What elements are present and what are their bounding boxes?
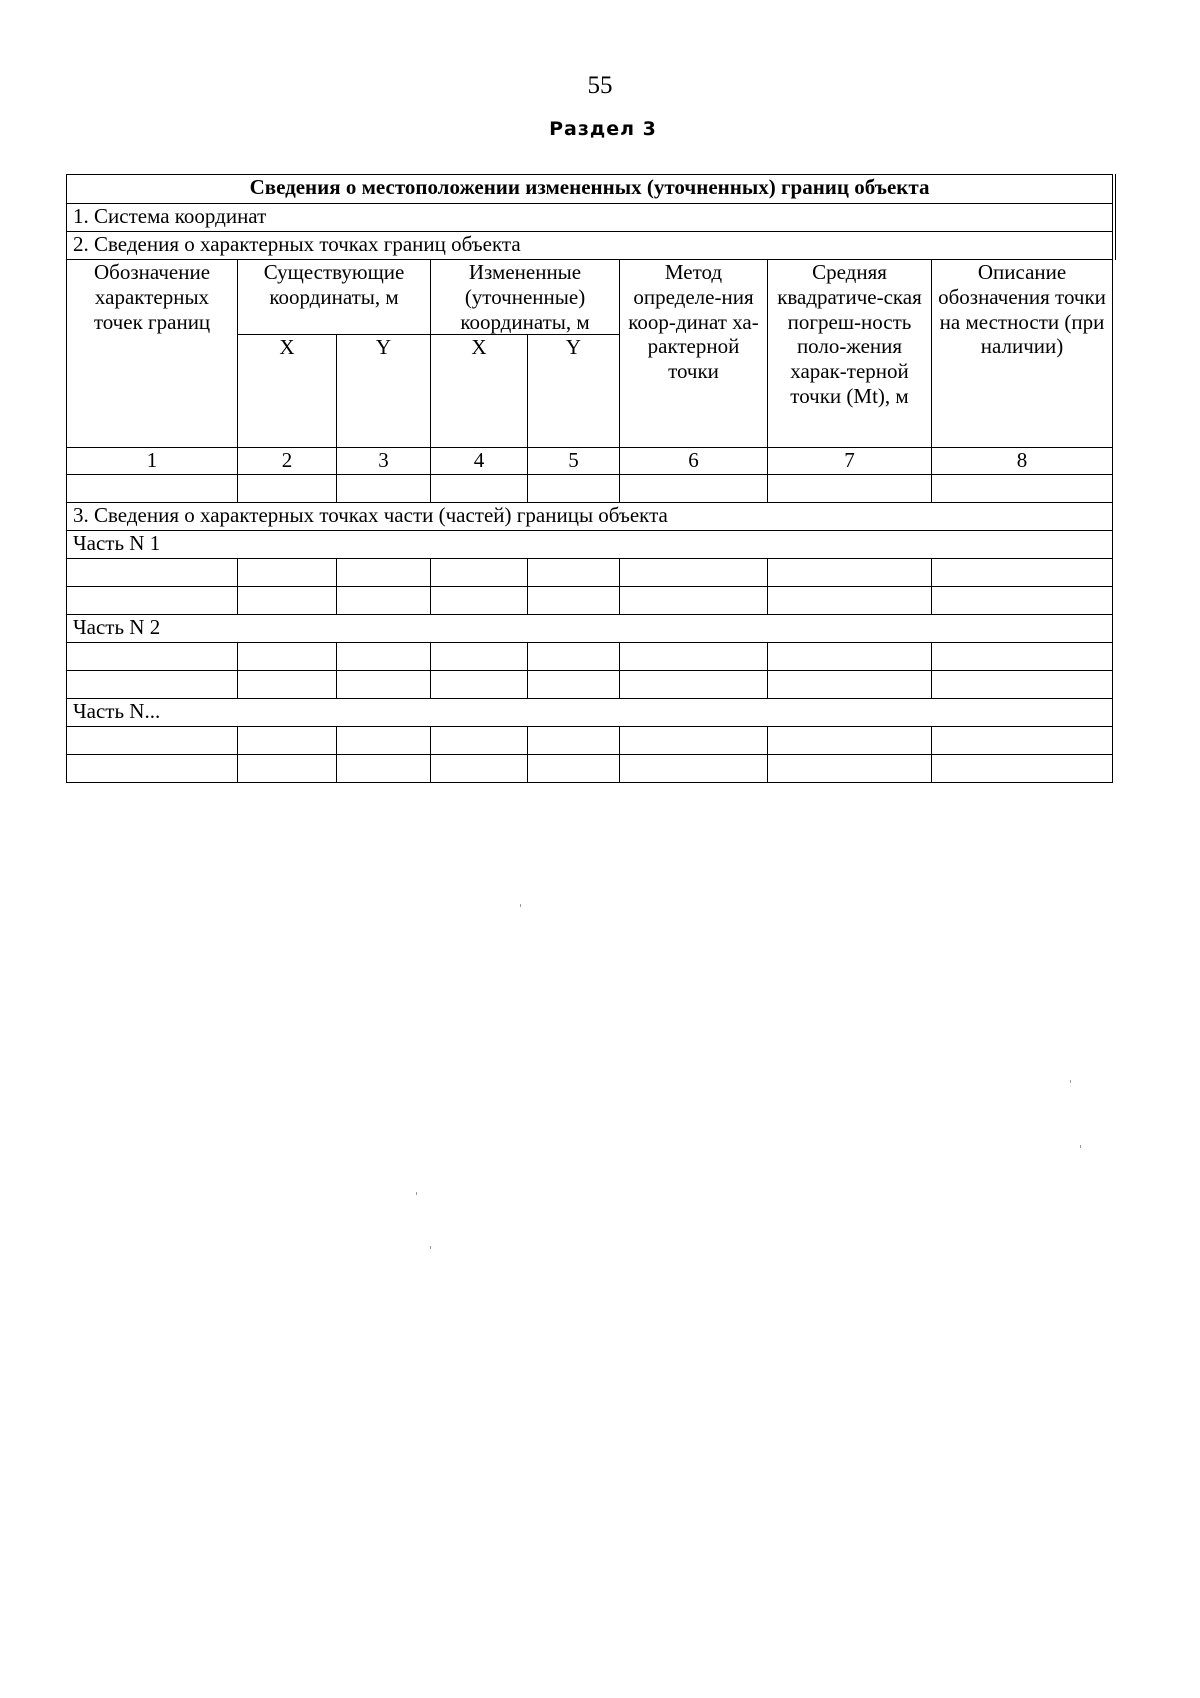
table-cell (620, 587, 768, 615)
header-method: Метод определе-ния коор-динат ха-рактерной точки (620, 260, 768, 448)
header-point-description: Описание обозначения точки на местности (при наличии) (932, 260, 1113, 448)
table-cell (431, 643, 528, 671)
table-cell (768, 587, 932, 615)
column-numbers-row (67, 448, 1113, 475)
table-cell (528, 727, 620, 755)
table-cell (67, 559, 238, 587)
header-point-designation: Обозначение характерных точек границ (67, 260, 238, 448)
table-cell (932, 559, 1113, 587)
header-changed-y: Y (528, 335, 620, 448)
table-cell (932, 643, 1113, 671)
table-cell (337, 671, 431, 699)
table-cell (238, 643, 337, 671)
table-cell (431, 559, 528, 587)
table-cell (620, 755, 768, 783)
table-cell (932, 755, 1113, 783)
table-cell (67, 755, 238, 783)
header-mean-square-error: Средняя квадратиче-ская погреш-ность поло-жения харак-терной точки (Mt), м (768, 260, 932, 448)
scan-speck (1070, 1080, 1071, 1083)
table-cell (431, 475, 528, 503)
table-cell (67, 727, 238, 755)
table-cell (768, 727, 932, 755)
table-cell (67, 643, 238, 671)
table-cell (67, 671, 238, 699)
table-cell (620, 475, 768, 503)
table-row (67, 727, 1113, 755)
part-label: Часть N... (67, 699, 1113, 727)
table-cell (768, 559, 932, 587)
column-number: 1 (67, 448, 238, 475)
column-number: 3 (337, 448, 431, 475)
column-number: 8 (932, 448, 1113, 475)
scan-speck (416, 1192, 417, 1195)
scan-speck (520, 904, 521, 907)
boundary-table-wrapper (66, 174, 1112, 783)
table-cell (238, 475, 337, 503)
table-cell (337, 727, 431, 755)
table-cell (238, 755, 337, 783)
table-cell (768, 755, 932, 783)
table-cell (620, 559, 768, 587)
boundary-points-row: 2. Сведения о характерных точках границ объекта (67, 232, 1113, 260)
table-cell (238, 559, 337, 587)
table-cell (431, 587, 528, 615)
coordinate-system-row: 1. Система координат (67, 204, 1113, 232)
table-cell (238, 587, 337, 615)
scan-speck (1080, 1145, 1081, 1148)
column-number: 4 (431, 448, 528, 475)
table-cell (932, 587, 1113, 615)
table-cell (337, 755, 431, 783)
table-cell (528, 643, 620, 671)
table-cell (528, 755, 620, 783)
table-cell (337, 643, 431, 671)
header-existing-x: X (238, 335, 337, 448)
table-cell (620, 671, 768, 699)
table-cell (528, 475, 620, 503)
table-cell (932, 671, 1113, 699)
table-cell (528, 587, 620, 615)
table-cell (528, 671, 620, 699)
header-existing-coordinates: Существующие координаты, м (238, 260, 431, 335)
table-cell (337, 475, 431, 503)
part-label: Часть N 1 (67, 531, 1113, 559)
column-number: 2 (238, 448, 337, 475)
table-row (67, 755, 1113, 783)
table-frame-line (1115, 174, 1116, 260)
table-cell (431, 671, 528, 699)
table-cell (768, 643, 932, 671)
column-number: 5 (528, 448, 620, 475)
column-number: 6 (620, 448, 768, 475)
table-row (67, 475, 1113, 503)
table-cell (620, 727, 768, 755)
table-row (67, 671, 1113, 699)
table-row (67, 643, 1113, 671)
section-title: Раздел 3 (549, 118, 657, 140)
column-number: 7 (768, 448, 932, 475)
parts-section-row: 3. Сведения о характерных точках части (частей) границы объекта (67, 503, 1113, 531)
table-row (67, 587, 1113, 615)
table-cell (932, 475, 1113, 503)
table-cell (431, 755, 528, 783)
table-cell (768, 671, 932, 699)
header-changed-x: X (431, 335, 528, 448)
table-cell (528, 559, 620, 587)
table-cell (620, 643, 768, 671)
table-row (67, 559, 1113, 587)
table-cell (67, 475, 238, 503)
table-cell (67, 587, 238, 615)
table-cell (768, 475, 932, 503)
scan-speck (430, 1246, 431, 1249)
table-title: Сведения о местоположении измененных (уточненных) границ объекта (67, 175, 1113, 204)
table-cell (238, 727, 337, 755)
part-label: Часть N 2 (67, 615, 1113, 643)
boundary-table (66, 174, 1113, 783)
table-cell (337, 587, 431, 615)
page-number: 55 (587, 72, 613, 99)
table-cell (932, 727, 1113, 755)
table-cell (337, 559, 431, 587)
header-existing-y: Y (337, 335, 431, 448)
header-changed-coordinates: Измененные (уточненные) координаты, м (431, 260, 620, 335)
table-cell (431, 727, 528, 755)
table-cell (238, 671, 337, 699)
